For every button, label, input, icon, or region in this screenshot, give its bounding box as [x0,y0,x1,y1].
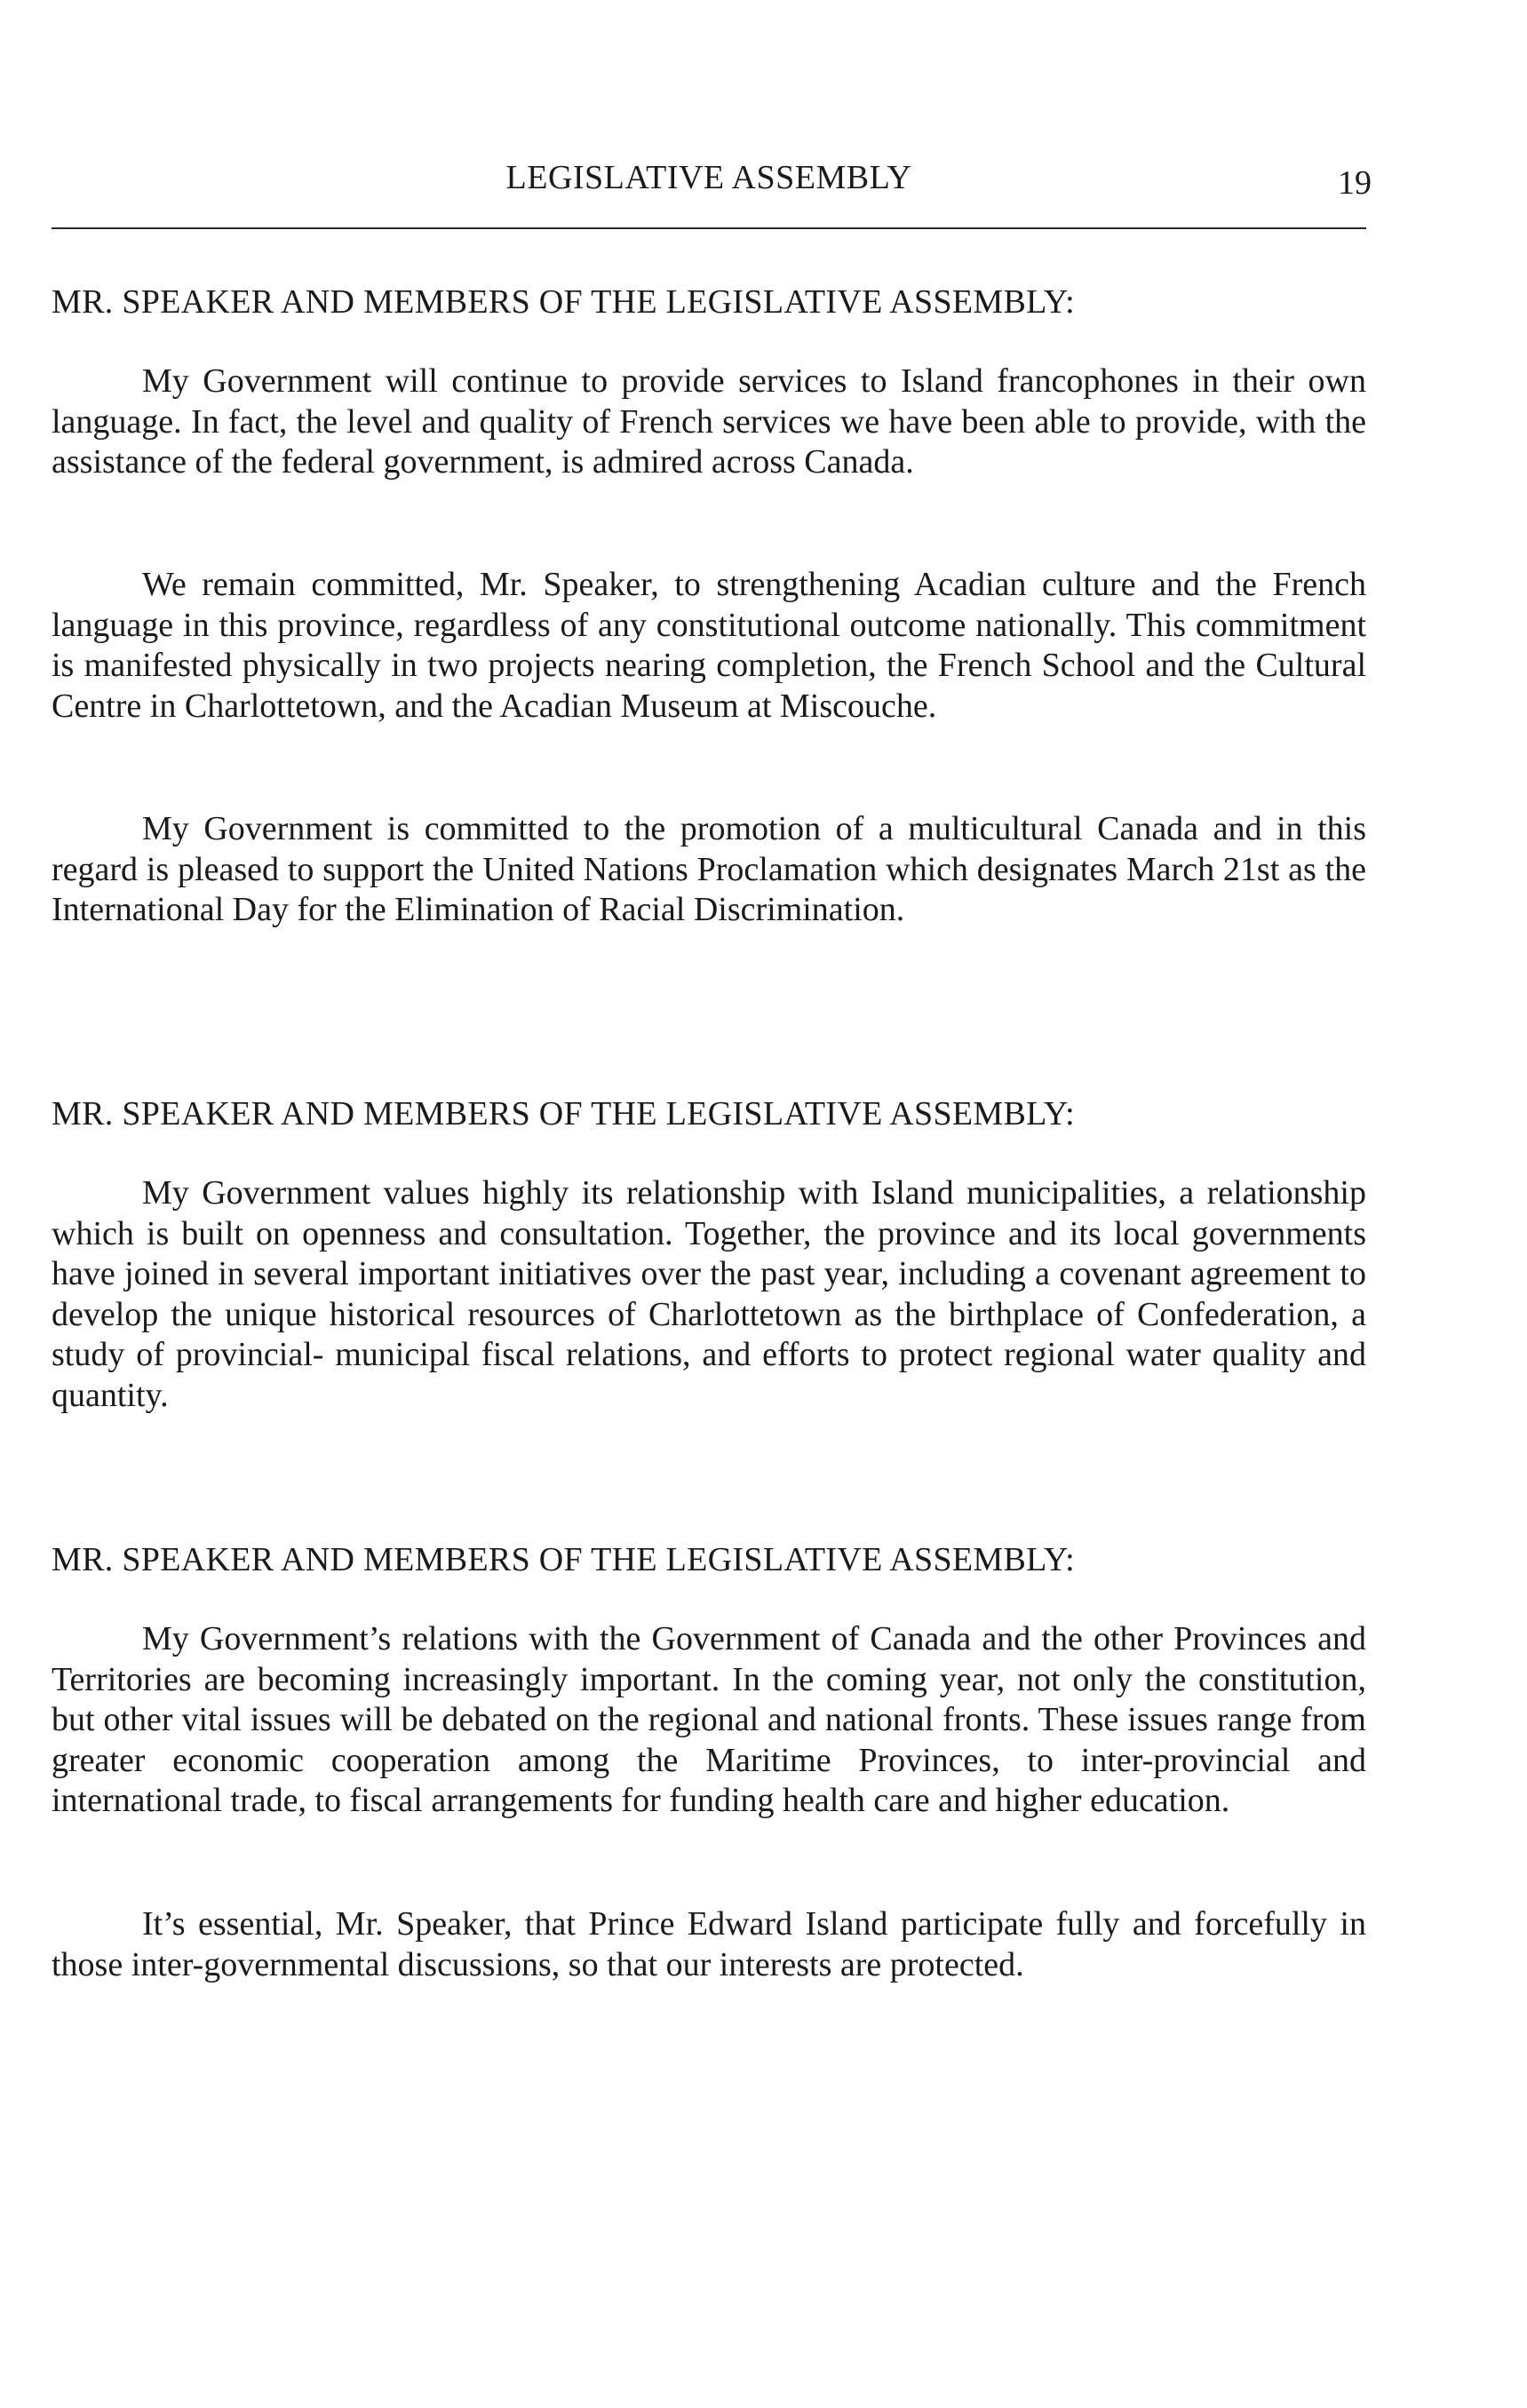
section-heading: MR. SPEAKER AND MEMBERS OF THE LEGISLATIVE ASSEMBLY: [52,1541,1075,1578]
paragraph: My Government values highly its relationship with Island municipalities, a relationship which is built on openness and consultation. Together, the province and its local governments have joined in several important initiatives over the past year, including a covenant agreement to develop the unique historical resources of Charlottetown as the birthplace of Confederation, a study of provincial- municipal fiscal relations, and efforts to protect regional water quality and quantity. [52,1174,1366,1414]
paragraph: My Government is committed to the promotion of a multicultural Canada and in this regard is pleased to support the United Nations Proclamation which designates March 21st as the International Day for the Elimination of Racial Discrimination. [52,810,1366,928]
paragraph: We remain committed, Mr. Speaker, to strengthening Acadian culture and the French language in this province, regardless of any constitutional outcome nationally. This commitment is manifested physically in two projects nearing completion, the French School and the Cultural Centre in Charlottetown, and the Acadian Museum at Miscouche. [52,566,1366,725]
running-header [52,158,1372,211]
paragraph: It’s essential, Mr. Speaker, that Prince Edward Island participate fully and forcefully in those inter-governmental discussions, so that our interests are protected. [52,1905,1366,1983]
paragraph: My Government’s relations with the Government of Canada and the other Provinces and Territories are becoming increasingly important. In the coming year, not only the constitution, but other vital issues will be debated on the regional and national fronts. These issues range from greater economic cooperation among the Maritime Provinces, to inter-provincial and international trade, to fiscal arrangements for funding health care and higher education. [52,1620,1366,1819]
section-heading: MR. SPEAKER AND MEMBERS OF THE LEGISLATIVE ASSEMBLY: [52,1095,1075,1132]
page-number: 19 [1338,164,1372,202]
paragraph: My Government will continue to provide services to Island francophones in their own language. In fact, the level and quality of French services we have been able to provide, with the assistance of the federal government, is admired across Canada. [52,362,1366,481]
running-title: LEGISLATIVE ASSEMBLY [505,159,912,196]
section-heading: MR. SPEAKER AND MEMBERS OF THE LEGISLATIVE ASSEMBLY: [52,283,1075,321]
header-rule [52,227,1366,229]
